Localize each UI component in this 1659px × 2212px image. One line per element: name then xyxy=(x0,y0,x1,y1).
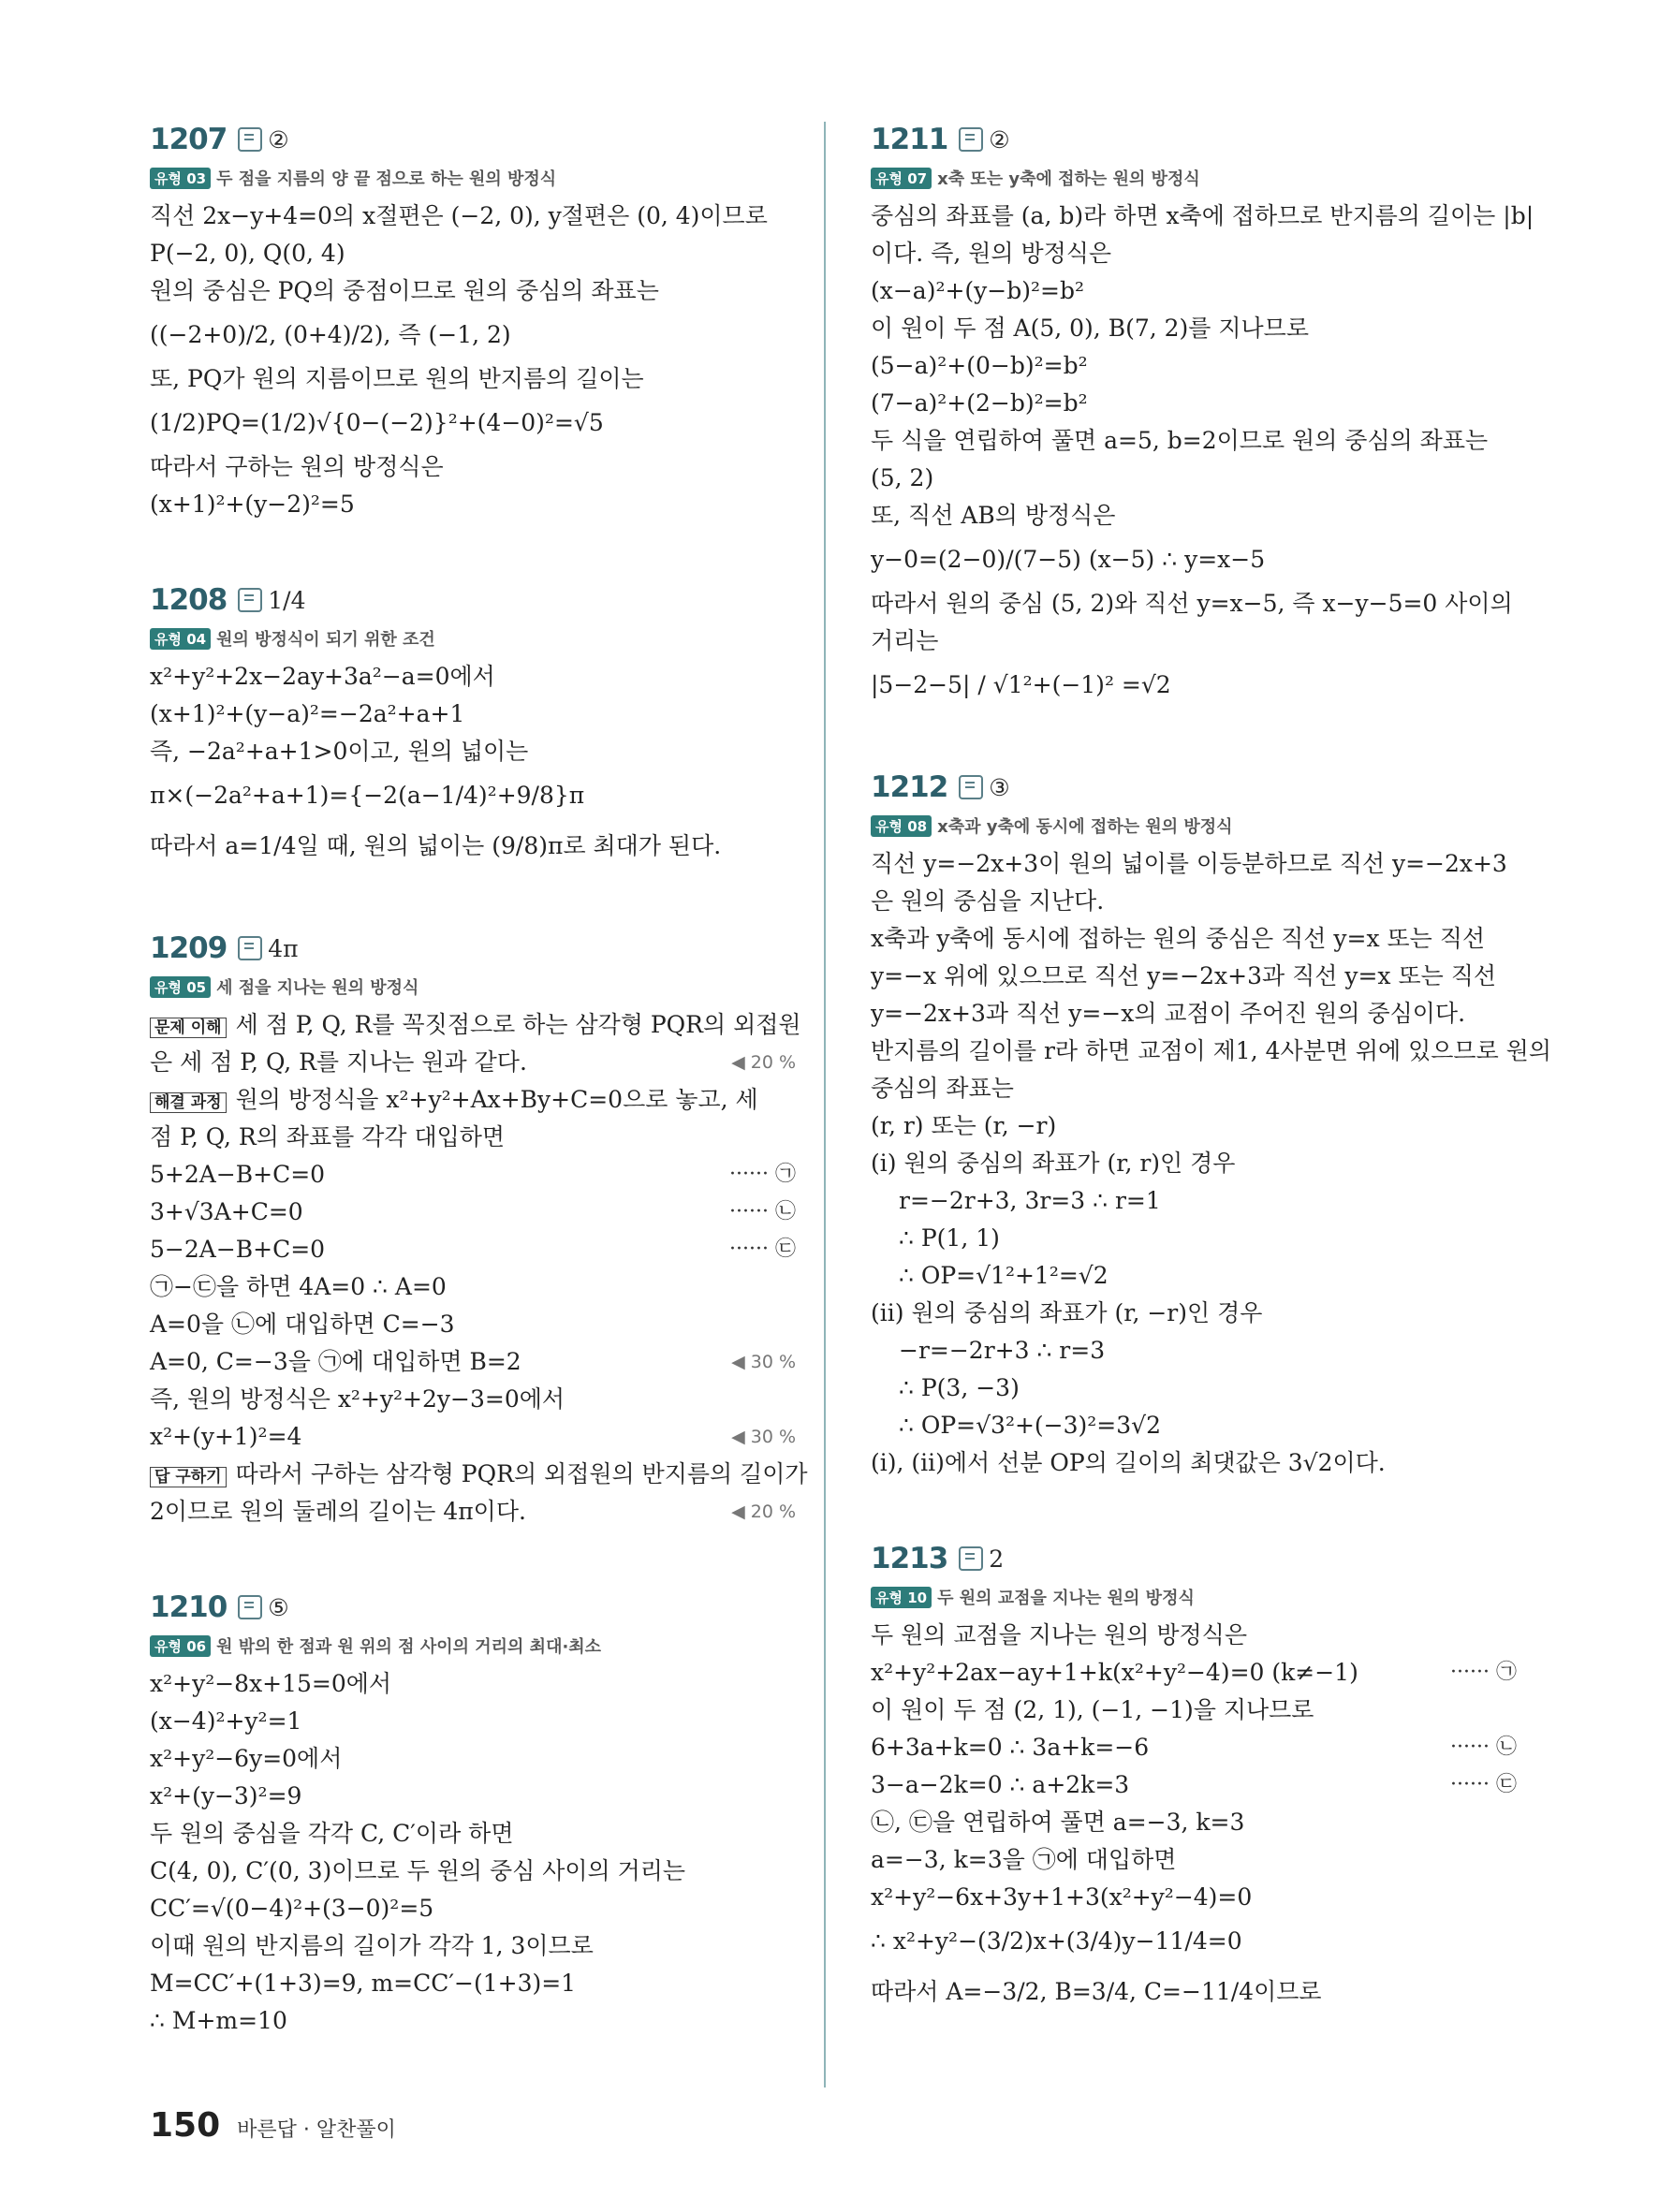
problem-number: 1212 xyxy=(871,770,948,804)
left-column xyxy=(150,117,808,2094)
problem-number: 1213 xyxy=(871,1542,948,1575)
equation-marker: ······ ㉡ xyxy=(1450,1736,1517,1759)
solution-line xyxy=(871,1841,1517,1879)
line-text: 따라서 A=−3/2, B=3/4, C=−11/4이므로 xyxy=(871,1978,1322,2005)
line-text: (7−a)²+(2−b)²=b² xyxy=(871,389,1088,417)
solution-line xyxy=(150,821,796,872)
solution-line xyxy=(871,958,1517,995)
solution-line xyxy=(871,310,1517,347)
type-tag xyxy=(150,624,796,652)
problem-number: 1208 xyxy=(150,583,228,617)
line-text: 반지름의 길이를 r라 하면 교점이 제1, 4사분면 위에 있으므로 원의 xyxy=(871,1037,1551,1064)
solution-line xyxy=(150,1740,796,1778)
line-text: x²+y²−6x+3y+1+3(x²+y²−4)=0 xyxy=(871,1883,1253,1911)
line-text: |5−2−5| / √1²+(−1)² =√2 xyxy=(871,671,1171,698)
solution-line xyxy=(150,398,796,448)
solution-line xyxy=(150,1081,796,1119)
solution-line xyxy=(871,1916,1517,1967)
line-text: x²+y²−6y=0에서 xyxy=(150,1745,343,1772)
line-text: r=−2r+3, 3r=3 ∴ r=1 xyxy=(899,1187,1161,1214)
solution-line xyxy=(871,1257,1517,1295)
problem-header xyxy=(150,1585,796,1630)
solution-line xyxy=(150,235,796,272)
solution-line xyxy=(871,623,1517,660)
solution-line xyxy=(871,422,1517,460)
line-text: (x−a)²+(y−b)²=b² xyxy=(871,277,1085,304)
problem-block xyxy=(871,117,1534,710)
line-text: 3+√3A+C=0 xyxy=(150,1198,303,1225)
solution-line xyxy=(150,1306,796,1343)
solution-line xyxy=(150,1853,796,1890)
score-percent: ◀ 20 % xyxy=(731,1052,796,1073)
solution-line xyxy=(871,1654,1517,1692)
problem-block xyxy=(150,578,796,872)
line-text: CC′=√(0−4)²+(3−0)²=5 xyxy=(150,1895,434,1922)
solution-line xyxy=(871,347,1517,385)
step-label: 답 구하기 xyxy=(150,1467,227,1487)
problem-number: 1210 xyxy=(150,1590,228,1624)
solution-line xyxy=(871,1295,1517,1332)
book-title: 바른답 · 알찬풀이 xyxy=(237,2118,396,2142)
line-text: ∴ x²+y²−(3/2)x+(3/4)y−11/4=0 xyxy=(871,1927,1242,1955)
solution-line xyxy=(871,272,1517,310)
equation-marker: ······ ㉡ xyxy=(729,1200,796,1223)
solution-line xyxy=(150,1381,796,1418)
line-text: 이 원이 두 점 (2, 1), (−1, −1)을 지나므로 xyxy=(871,1696,1314,1723)
type-tag xyxy=(871,812,1517,840)
equation-marker: ······ ㉢ xyxy=(729,1238,796,1261)
line-text: ((−2+0)/2, (0+4)/2), 즉 (−1, 2) xyxy=(150,321,511,348)
line-text: ∴ OP=√1²+1²=√2 xyxy=(899,1262,1108,1289)
line-text: (1/2)PQ=(1/2)√{0−(−2)}²+(4−0)²=√5 xyxy=(150,409,604,436)
line-text: (r, r) 또는 (r, −r) xyxy=(871,1112,1057,1139)
line-text: ∴ M+m=10 xyxy=(150,2007,287,2034)
solution-line xyxy=(150,1965,796,2002)
solution-line xyxy=(871,1692,1517,1729)
solution-line xyxy=(150,1044,796,1081)
answer-value: 1/4 xyxy=(268,586,306,614)
solution-line xyxy=(150,1231,796,1268)
problem-header xyxy=(150,117,796,162)
page-number: 150 xyxy=(150,2106,221,2145)
solution-line xyxy=(871,1220,1517,1257)
solution-line xyxy=(871,995,1517,1033)
solution-line xyxy=(150,1418,796,1456)
line-text: 직선 y=−2x+3이 원의 넓이를 이등분하므로 직선 y=−2x+3 xyxy=(871,850,1507,877)
solution-line xyxy=(150,360,796,398)
equation-marker: ······ ㉢ xyxy=(1450,1773,1517,1796)
equation-marker: ······ ㉠ xyxy=(1450,1661,1517,1684)
solution-line xyxy=(150,696,796,733)
problem-block xyxy=(150,117,796,523)
line-text: ∴ P(3, −3) xyxy=(899,1374,1020,1401)
type-title: 두 점을 지름의 양 끝 점으로 하는 원의 방정식 xyxy=(216,169,557,189)
line-text: 따라서 구하는 삼각형 PQR의 외접원의 반지름의 길이가 xyxy=(235,1460,808,1487)
line-text: (5−a)²+(0−b)²=b² xyxy=(871,352,1088,379)
problem-header xyxy=(871,765,1517,810)
answer-icon xyxy=(238,588,262,612)
line-text: 두 원의 교점을 지나는 원의 방정식은 xyxy=(871,1621,1247,1648)
line-text: 또, PQ가 원의 지름이므로 원의 반지름의 길이는 xyxy=(150,365,644,392)
solution-line xyxy=(871,1766,1517,1804)
solution-line xyxy=(150,1927,796,1965)
column-divider xyxy=(824,122,826,2087)
solution-line xyxy=(150,1703,796,1740)
solution-line xyxy=(150,1493,796,1531)
line-text: 두 식을 연립하여 풀면 a=5, b=2이므로 원의 중심의 좌표는 xyxy=(871,427,1489,454)
line-text: 5−2A−B+C=0 xyxy=(150,1236,326,1263)
line-text: x²+y²+2x−2ay+3a²−a=0에서 xyxy=(150,663,495,690)
problem-number: 1211 xyxy=(871,123,948,156)
solution-line xyxy=(150,1665,796,1703)
solution-line xyxy=(871,535,1517,585)
answer-icon xyxy=(238,936,262,960)
solution-line xyxy=(871,845,1517,883)
solution-line xyxy=(871,1444,1517,1482)
type-title: 세 점을 지나는 원의 방정식 xyxy=(216,978,419,998)
solution-line xyxy=(150,1006,801,1044)
score-percent: ◀ 30 % xyxy=(731,1352,796,1372)
line-text: ㉠−㉢을 하면 4A=0 ∴ A=0 xyxy=(150,1273,447,1300)
line-text: (x+1)²+(y−2)²=5 xyxy=(150,491,355,518)
answer-icon xyxy=(959,127,983,152)
solution-line xyxy=(150,1890,796,1927)
solution-line xyxy=(150,2002,796,2040)
line-text: x축과 y축에 동시에 접하는 원의 중심은 직선 y=x 또는 직선 xyxy=(871,925,1486,952)
solution-line xyxy=(150,1156,796,1194)
solution-line xyxy=(871,1145,1517,1182)
line-text: 점 P, Q, R의 좌표를 각각 대입하면 xyxy=(150,1123,506,1150)
solution-line xyxy=(871,1107,1517,1145)
type-title: x축과 y축에 동시에 접하는 원의 방정식 xyxy=(937,817,1233,837)
line-text: ∴ P(1, 1) xyxy=(899,1224,1000,1252)
solution-line xyxy=(871,1407,1517,1444)
line-text: 세 점 P, Q, R를 꼭짓점으로 하는 삼각형 PQR의 외접원 xyxy=(235,1011,801,1038)
line-text: C(4, 0), C′(0, 3)이므로 두 원의 중심 사이의 거리는 xyxy=(150,1857,686,1884)
solution-line xyxy=(871,460,1517,497)
solution-line xyxy=(871,198,1534,235)
line-text: y=−2x+3과 직선 y=−x의 교점이 주어진 원의 중심이다. xyxy=(871,1000,1466,1027)
equation-marker: ······ ㉠ xyxy=(729,1163,796,1186)
problem-header xyxy=(871,1536,1517,1581)
line-text: 원의 방정식을 x²+y²+Ax+By+C=0으로 놓고, 세 xyxy=(235,1086,758,1113)
line-text: A=0, C=−3을 ㉠에 대입하면 B=2 xyxy=(150,1348,521,1375)
score-percent: ◀ 30 % xyxy=(731,1427,796,1447)
line-text: (ⅱ) 원의 중심의 좌표가 (r, −r)인 경우 xyxy=(871,1299,1263,1326)
solution-line xyxy=(871,497,1517,535)
solution-line xyxy=(150,658,796,696)
step-label: 해결 과정 xyxy=(150,1092,227,1113)
solution-line xyxy=(150,448,796,486)
problem-number: 1209 xyxy=(150,931,228,965)
solution-line xyxy=(150,1268,796,1306)
line-text: 이때 원의 반지름의 길이가 각각 1, 3이므로 xyxy=(150,1932,594,1959)
line-text: 5+2A−B+C=0 xyxy=(150,1161,326,1188)
solution-line xyxy=(871,1729,1517,1766)
type-title: x축 또는 y축에 접하는 원의 방정식 xyxy=(937,169,1200,189)
problem-block xyxy=(871,765,1551,1482)
answer-icon xyxy=(959,1546,983,1571)
problem-header xyxy=(150,926,796,971)
line-text: 또, 직선 AB의 방정식은 xyxy=(871,502,1116,529)
answer-icon xyxy=(238,127,262,152)
line-text: y=−x 위에 있으므로 직선 y=−2x+3과 직선 y=x 또는 직선 xyxy=(871,962,1496,989)
answer-icon xyxy=(238,1595,262,1619)
solution-line xyxy=(150,486,796,523)
solution-line xyxy=(871,1332,1517,1370)
line-text: (5, 2) xyxy=(871,464,934,491)
solution-line xyxy=(871,660,1517,710)
solution-line xyxy=(150,1194,796,1231)
type-tag xyxy=(871,1583,1517,1611)
type-badge: 유형 07 xyxy=(871,168,932,189)
line-text: x²+(y+1)²=4 xyxy=(150,1423,302,1450)
line-text: π×(−2a²+a+1)={−2(a−1/4)²+9/8}π xyxy=(150,782,585,809)
type-badge: 유형 04 xyxy=(150,628,211,650)
answer-value: 2 xyxy=(989,1545,1005,1573)
line-text: a=−3, k=3을 ㉠에 대입하면 xyxy=(871,1846,1177,1873)
line-text: (ⅰ) 원의 중심의 좌표가 (r, r)인 경우 xyxy=(871,1150,1236,1177)
score-percent: ◀ 20 % xyxy=(731,1502,796,1522)
type-badge: 유형 06 xyxy=(150,1635,211,1657)
line-text: (ⅰ), (ⅱ)에서 선분 OP의 길이의 최댓값은 3√2이다. xyxy=(871,1449,1386,1476)
line-text: x²+(y−3)²=9 xyxy=(150,1782,302,1809)
line-text: 은 원의 중심을 지난다. xyxy=(871,887,1105,915)
solution-line xyxy=(871,1967,1517,2017)
type-title: 두 원의 교점을 지나는 원의 방정식 xyxy=(937,1589,1195,1608)
solution-line xyxy=(871,585,1517,623)
solution-line xyxy=(150,733,796,770)
line-text: −r=−2r+3 ∴ r=3 xyxy=(899,1337,1106,1364)
solution-line xyxy=(150,770,796,821)
line-text: 중심의 좌표를 (a, b)라 하면 x축에 접하므로 반지름의 길이는 |b| xyxy=(871,202,1534,229)
type-badge: 유형 10 xyxy=(871,1587,932,1608)
line-text: 거리는 xyxy=(871,627,939,654)
type-tag xyxy=(150,164,796,192)
solution-line xyxy=(871,1033,1551,1070)
answer-value: ③ xyxy=(989,773,1010,801)
solution-line xyxy=(150,1343,796,1381)
solution-line xyxy=(871,1617,1517,1654)
solution-line xyxy=(150,272,796,310)
answer-icon xyxy=(959,775,983,799)
type-tag xyxy=(871,164,1517,192)
problem-block xyxy=(871,1536,1517,2017)
line-text: 직선 2x−y+4=0의 x절편은 (−2, 0), y절편은 (0, 4)이므로 xyxy=(150,202,768,229)
line-text: y−0=(2−0)/(7−5) (x−5) ∴ y=x−5 xyxy=(871,546,1266,573)
type-badge: 유형 05 xyxy=(150,976,211,998)
solution-line xyxy=(871,1182,1517,1220)
solution-line xyxy=(871,1879,1517,1916)
solution-line xyxy=(150,1778,796,1815)
solution-line xyxy=(871,1804,1517,1841)
problem-header xyxy=(150,578,796,623)
line-text: x²+y²+2ax−ay+1+k(x²+y²−4)=0 (k≠−1) xyxy=(871,1659,1358,1686)
type-title: 원의 방정식이 되기 위한 조건 xyxy=(216,630,435,650)
solution-line xyxy=(150,198,796,235)
type-tag xyxy=(150,973,796,1001)
solution-line xyxy=(150,310,796,360)
line-text: 3−a−2k=0 ∴ a+2k=3 xyxy=(871,1771,1130,1798)
answer-value: ⑤ xyxy=(268,1593,289,1621)
line-text: 즉, 원의 방정식은 x²+y²+2y−3=0에서 xyxy=(150,1385,565,1413)
line-text: P(−2, 0), Q(0, 4) xyxy=(150,240,345,267)
solution-line xyxy=(871,385,1517,422)
line-text: 중심의 좌표는 xyxy=(871,1075,1014,1102)
step-label: 문제 이해 xyxy=(150,1018,227,1038)
line-text: M=CC′+(1+3)=9, m=CC′−(1+3)=1 xyxy=(150,1970,577,1997)
solution-line xyxy=(150,1119,796,1156)
answer-value: 4π xyxy=(268,934,299,962)
line-text: 이 원이 두 점 A(5, 0), B(7, 2)를 지나므로 xyxy=(871,315,1309,342)
line-text: 6+3a+k=0 ∴ 3a+k=−6 xyxy=(871,1734,1150,1761)
answer-value: ② xyxy=(989,125,1010,154)
solution-line xyxy=(871,235,1517,272)
type-badge: 유형 03 xyxy=(150,168,211,189)
line-text: 즉, −2a²+a+1>0이고, 원의 넓이는 xyxy=(150,738,529,765)
type-title: 원 밖의 한 점과 원 위의 점 사이의 거리의 최대·최소 xyxy=(216,1637,602,1657)
solution-line xyxy=(150,1456,808,1493)
solution-line xyxy=(871,883,1517,920)
page-footer xyxy=(150,2106,396,2145)
line-text: A=0을 ㉡에 대입하면 C=−3 xyxy=(150,1311,455,1338)
solution-line xyxy=(871,1370,1517,1407)
line-text: 따라서 원의 중심 (5, 2)와 직선 y=x−5, 즉 x−y−5=0 사이의 xyxy=(871,590,1513,617)
type-tag xyxy=(150,1632,796,1660)
problem-header xyxy=(871,117,1517,162)
line-text: 따라서 구하는 원의 방정식은 xyxy=(150,453,444,480)
right-column xyxy=(871,117,1551,2072)
line-text: 원의 중심은 PQ의 중점이므로 원의 중심의 좌표는 xyxy=(150,277,659,304)
problem-block xyxy=(150,1585,796,2040)
solution-line xyxy=(150,1815,796,1853)
line-text: 이다. 즉, 원의 방정식은 xyxy=(871,240,1112,267)
line-text: x²+y²−8x+15=0에서 xyxy=(150,1670,392,1697)
line-text: 2이므로 원의 둘레의 길이는 4π이다. xyxy=(150,1498,526,1525)
line-text: ㉡, ㉢을 연립하여 풀면 a=−3, k=3 xyxy=(871,1809,1245,1836)
line-text: (x+1)²+(y−a)²=−2a²+a+1 xyxy=(150,700,465,727)
line-text: (x−4)²+y²=1 xyxy=(150,1707,302,1735)
solution-line xyxy=(871,1070,1517,1107)
answer-value: ② xyxy=(268,125,289,154)
line-text: 따라서 a=1/4일 때, 원의 넓이는 (9/8)π로 최대가 된다. xyxy=(150,832,722,859)
problem-number: 1207 xyxy=(150,123,228,156)
line-text: 은 세 점 P, Q, R를 지나는 원과 같다. xyxy=(150,1048,527,1076)
line-text: 두 원의 중심을 각각 C, C′이라 하면 xyxy=(150,1820,514,1847)
solution-line xyxy=(871,920,1517,958)
line-text: ∴ OP=√3²+(−3)²=3√2 xyxy=(899,1412,1161,1439)
problem-block xyxy=(150,926,808,1531)
type-badge: 유형 08 xyxy=(871,815,932,837)
